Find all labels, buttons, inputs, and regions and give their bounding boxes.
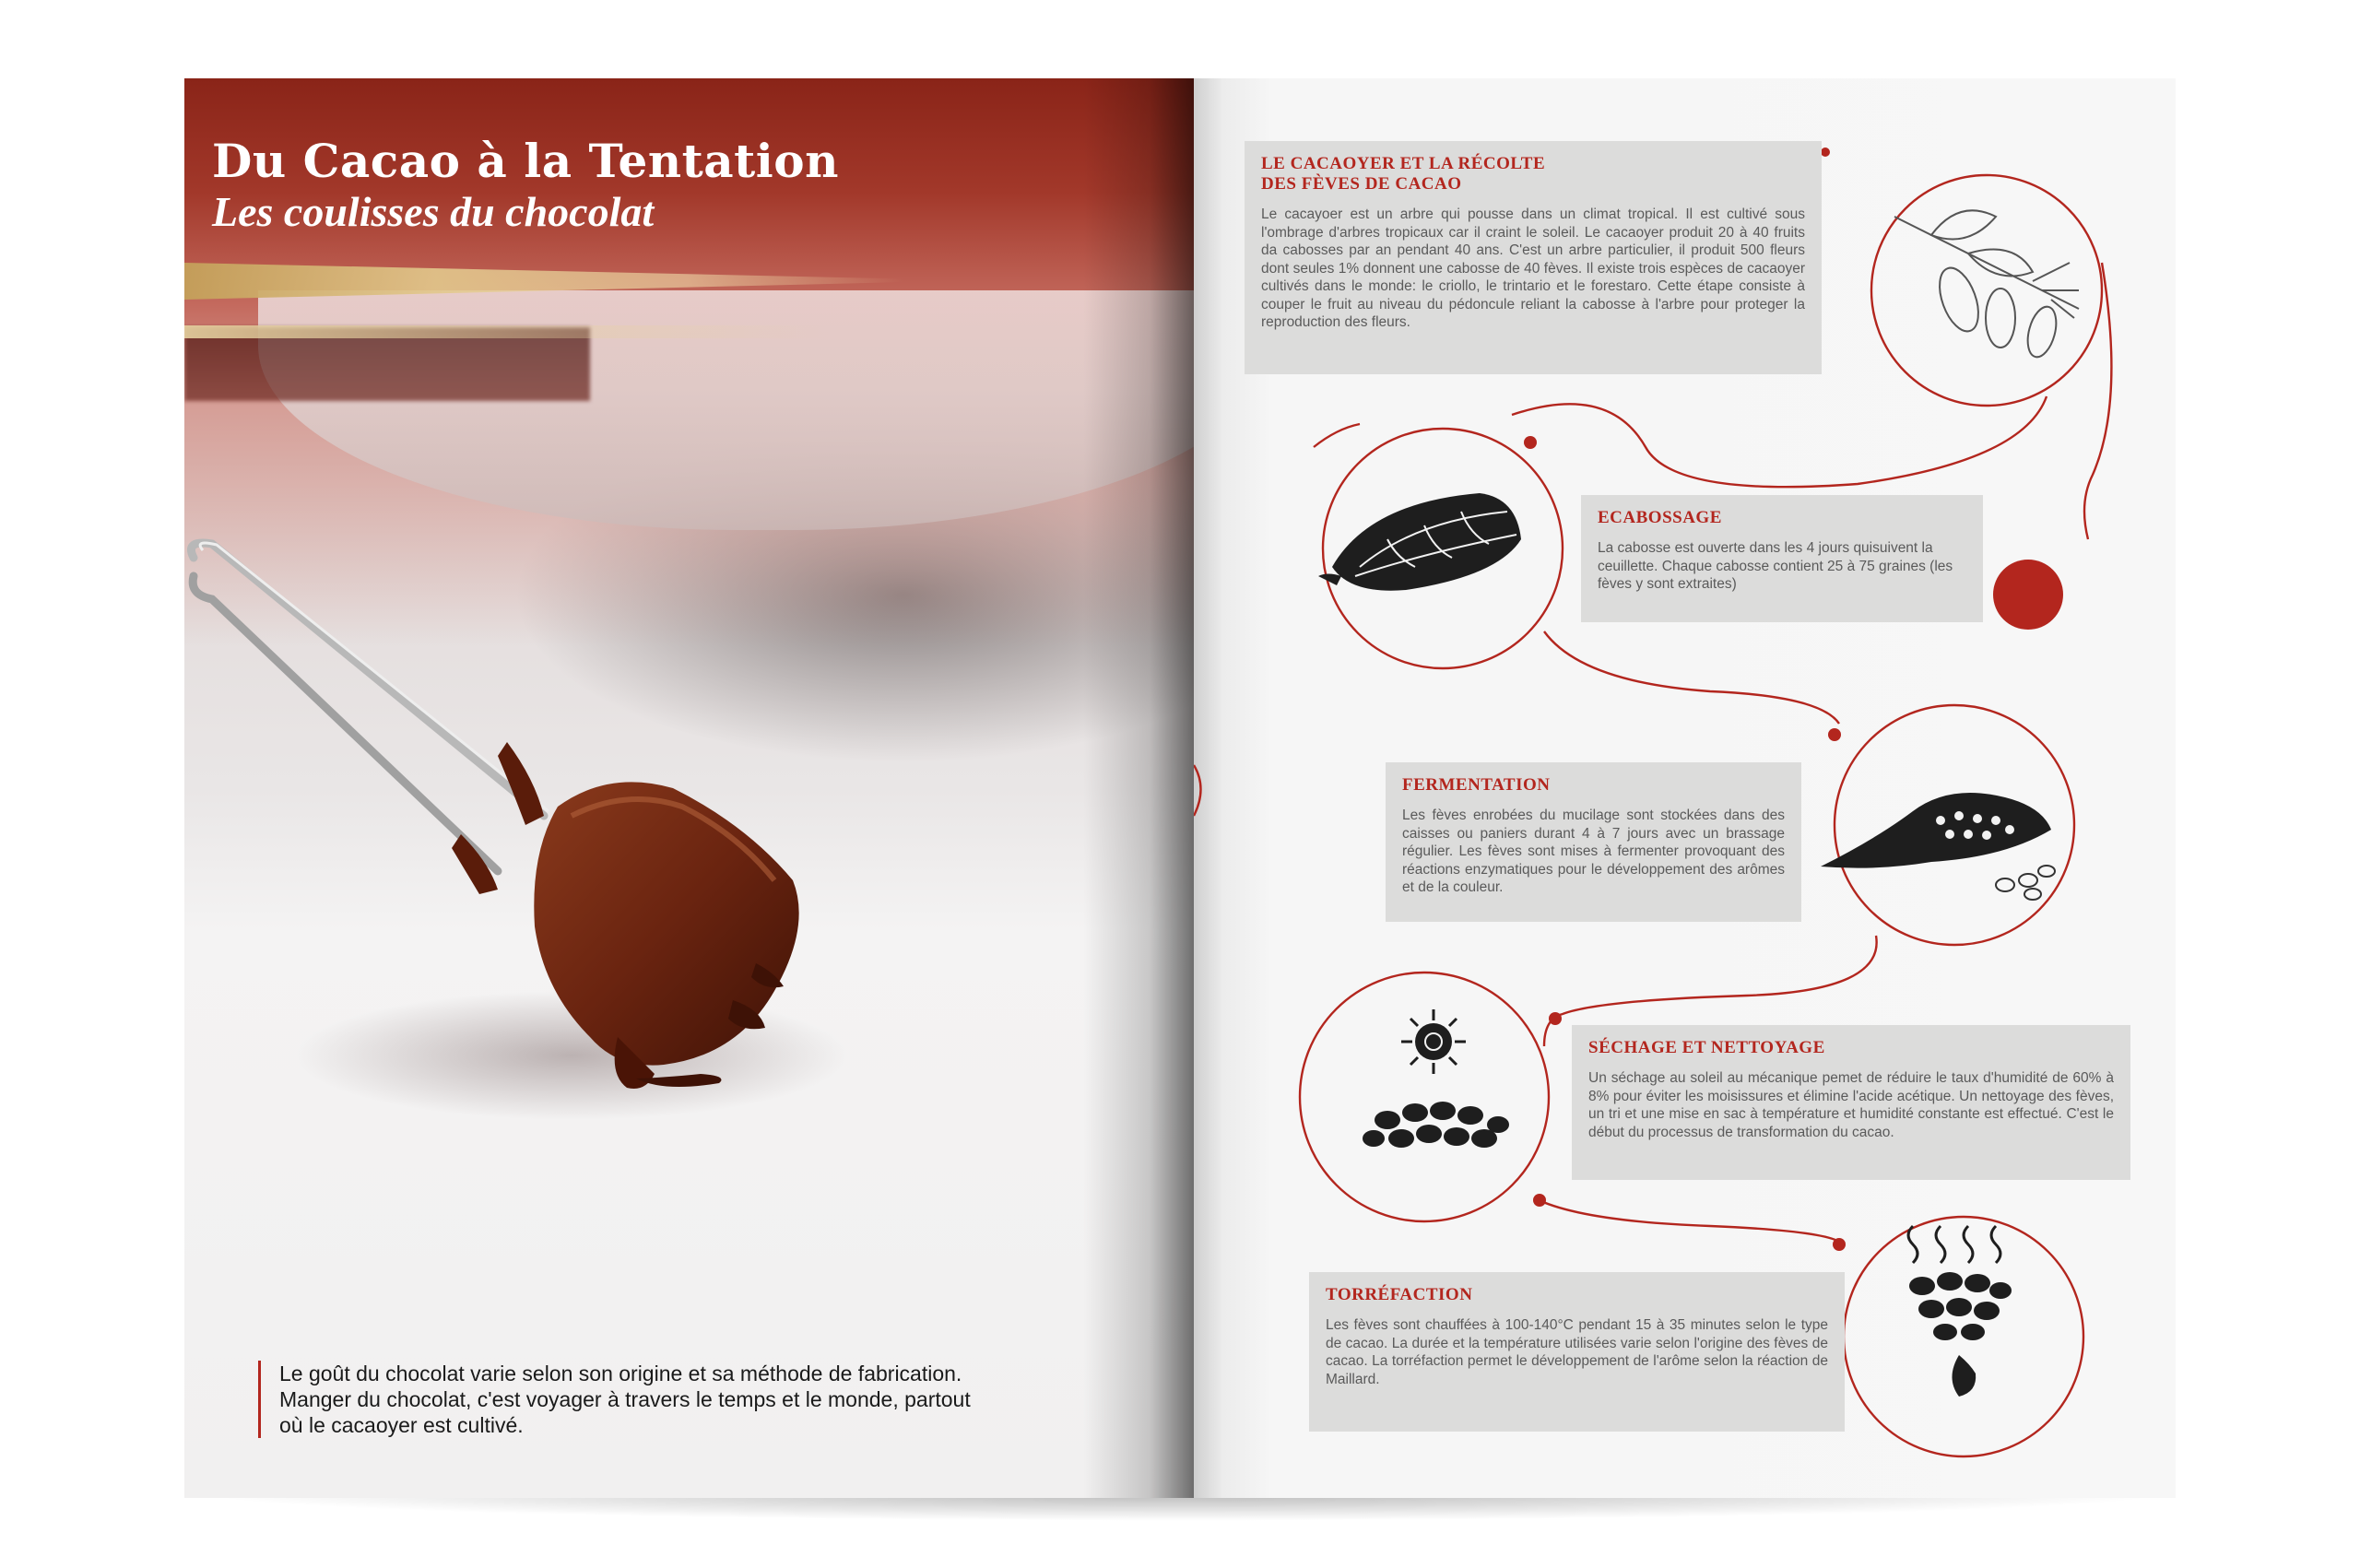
route-marker-large bbox=[1993, 560, 2063, 630]
route-dot bbox=[1821, 147, 1830, 157]
route-dot bbox=[1533, 1194, 1546, 1207]
step-box-fermentation bbox=[1386, 762, 1801, 922]
step-text: La cabosse est ouverte dans les 4 jours quisuivent la ceuillette. Chaque cabosse contient 25 à 75 graines (les fèves y sont extraites) bbox=[1598, 540, 1953, 592]
step-title-line: DES FÈVES DE CACAO bbox=[1261, 174, 1462, 194]
route-dot bbox=[1833, 1238, 1846, 1251]
step-text: Les fèves enrobées du mucilage sont stockées dans des caisses ou paniers durant 4 à 7 jours avec un brassage régulier. Les fèves sont mises à fermenter provoquant des réactions enzymatiques pour le développement des arômes et de la couleur. bbox=[1402, 808, 1785, 895]
spine-shadow bbox=[1083, 78, 1194, 1498]
sun-beans-icon bbox=[1363, 1009, 1509, 1148]
step-title-line: LE CACAOYER ET LA RÉCOLTE bbox=[1261, 154, 1546, 173]
intro-paragraph: Le goût du chocolat varie selon son origine et sa méthode de fabrication. Manger du chocolat, c'est voyager à travers le temps et le monde, partout où le cacaoyer est cultivé. bbox=[258, 1361, 998, 1438]
step-box-roasting bbox=[1309, 1272, 1845, 1432]
cacao-pod-icon bbox=[1318, 493, 1521, 591]
step-title: TORRÉFACTION bbox=[1326, 1285, 1473, 1304]
step-title: ECABOSSAGE bbox=[1598, 508, 1722, 527]
step-box-drying bbox=[1572, 1025, 2130, 1180]
route-dot bbox=[1828, 728, 1841, 741]
page-title: Du Cacao à la Tentation bbox=[212, 134, 839, 188]
route-dot bbox=[1524, 436, 1537, 449]
step-text: Un séchage au soleil au mécanique pemet de réduire le taux d'humidité de 60% à 8% pour éviter les moisissures et élimine l'acide acétique. Un nettoyage des fèves, un tri et une mise en sac à température et humidité constante est effectué. C'est le début du processus de transformation du cacao. bbox=[1588, 1070, 2114, 1140]
roasting-beans-icon bbox=[1908, 1226, 2012, 1397]
step-title bbox=[1261, 154, 1805, 195]
cacao-branch-icon bbox=[1894, 210, 2079, 360]
step-text: Le cacayoer est un arbre qui pousse dans un climat tropical. Il est cultivé sous l'ombrage d'arbres tropicaux car il craint le soleil. Le cacaoyer produit 20 à 40 fruits da cabosses par an pendant 40 ans. C'est un arbre particulier, il produit 500 fleurs dont seules 1% donnent une cabosse de 40 fèves. Il existe trois espèces de cacaoyer cultivés dans le monde: le criollo, le trintario et le forestaro. Cette étape consiste à couper le fruit au niveau du pédoncule reliant la cabosse à l'arbre pour proteger la reproduction des fleurs. bbox=[1261, 206, 1805, 330]
step-title: SÉCHAGE ET NETTOYAGE bbox=[1588, 1038, 1825, 1057]
right-page bbox=[1194, 78, 2176, 1498]
route-dot bbox=[1549, 1012, 1562, 1025]
step-box-ecabossage bbox=[1581, 495, 1983, 622]
gold-brush-stroke-lower bbox=[184, 325, 830, 338]
step-box-harvest bbox=[1245, 141, 1822, 374]
step-text: Les fèves sont chauffées à 100-140°C pendant 15 à 35 minutes selon le type de cacao. La durée et la température utilisées varie selon l'origine des fèves de cacao. La torréfaction permet le développement de l'arôme selon la réaction de Maillard. bbox=[1326, 1317, 1828, 1387]
open-pod-icon bbox=[1821, 793, 2055, 900]
step-circle-4 bbox=[1300, 973, 1549, 1221]
left-page bbox=[184, 78, 1194, 1498]
step-title: FERMENTATION bbox=[1402, 775, 1551, 795]
page-subtitle: Les coulisses du chocolat bbox=[212, 188, 655, 235]
